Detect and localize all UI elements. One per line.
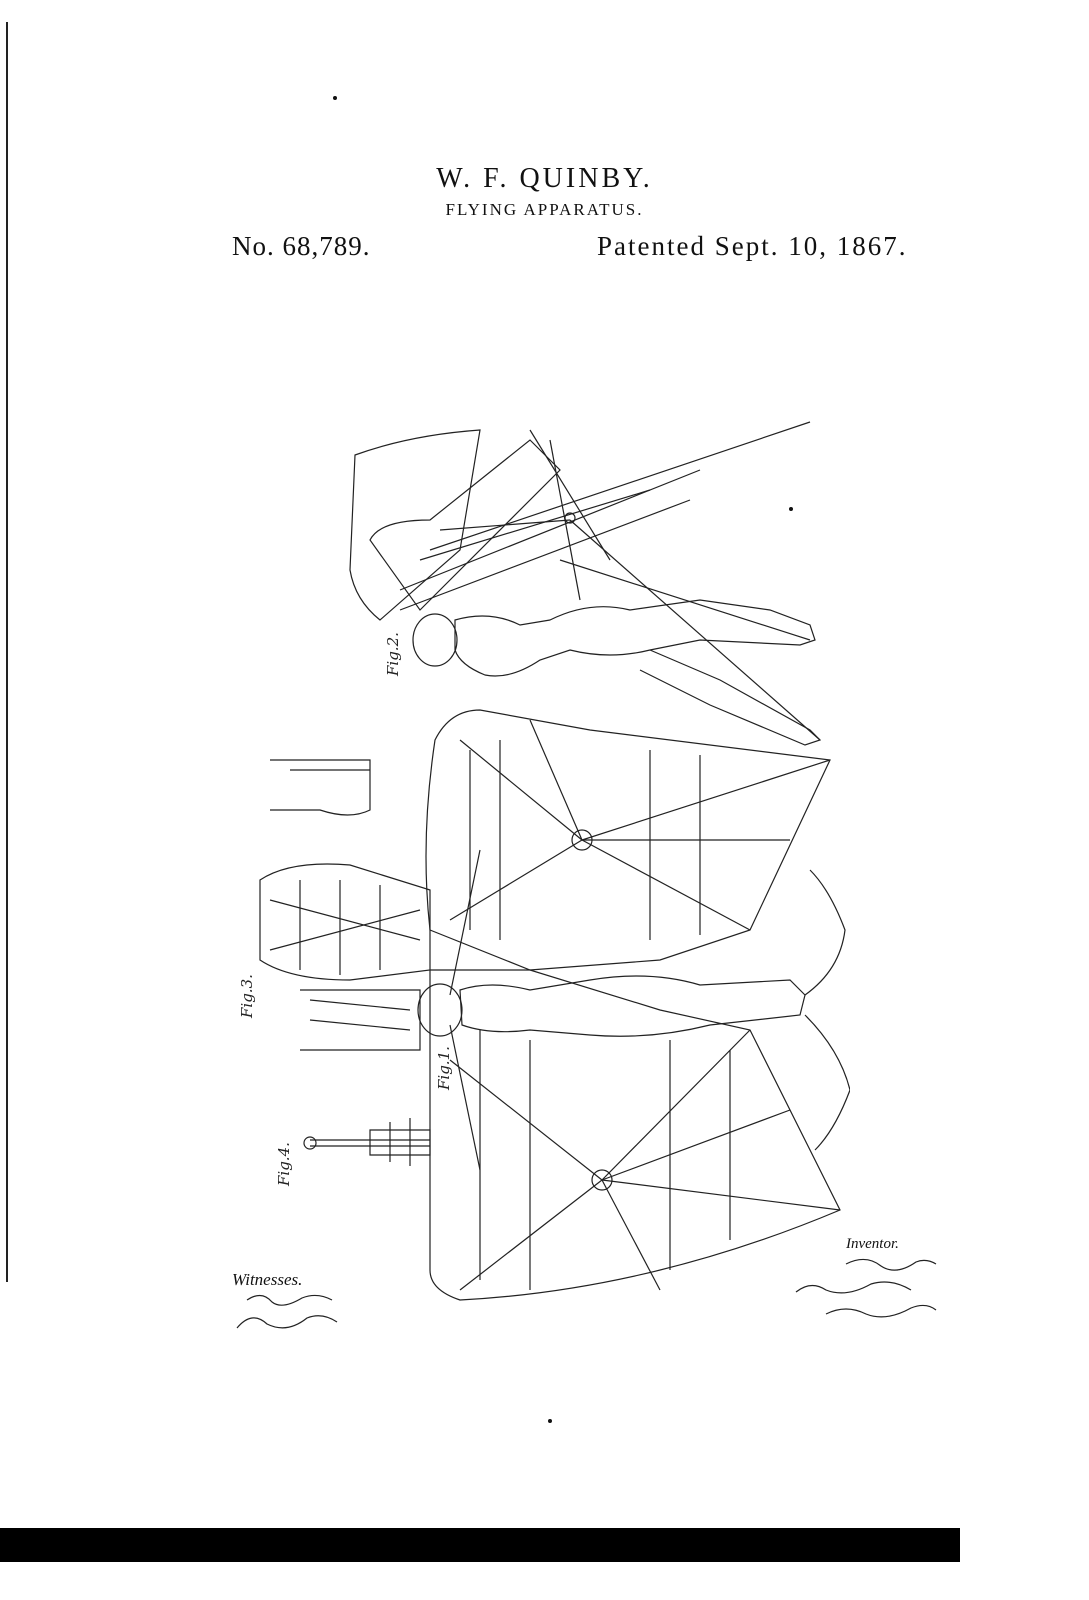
patent-date: Patented Sept. 10, 1867. <box>597 231 908 261</box>
witness-signatures <box>232 1290 352 1340</box>
inventor-label: Inventor. <box>846 1236 899 1252</box>
inventor-signatures <box>786 1252 946 1332</box>
fig4-drawing <box>304 1118 430 1166</box>
fig4-label: Fig.4. <box>275 1142 293 1186</box>
scan-speck <box>548 1419 552 1423</box>
invention-title: FLYING APPARATUS. <box>445 200 644 219</box>
scan-bottom-band <box>0 1528 960 1562</box>
witnesses-label: Witnesses. <box>232 1270 303 1289</box>
fig2-label: Fig.2. <box>384 632 402 676</box>
patent-drawing <box>230 410 850 1310</box>
fig1-label: Fig.1. <box>435 1046 453 1090</box>
fig2-drawing <box>350 422 820 745</box>
inventor-name: W. F. QUINBY. <box>436 163 653 194</box>
scan-speck <box>333 96 337 100</box>
fig1-drawing <box>418 710 850 1300</box>
patent-number: No. 68,789. <box>232 231 371 261</box>
fig3-drawing <box>260 760 430 1050</box>
fig3-label: Fig.3. <box>238 974 256 1018</box>
